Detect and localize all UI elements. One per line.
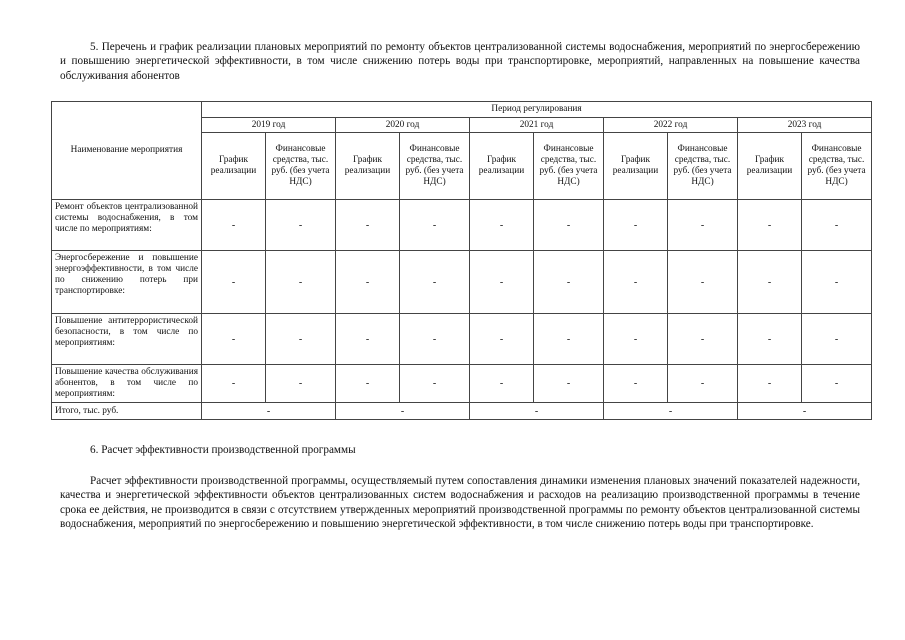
- table-cell: -: [266, 200, 336, 251]
- name-column-header: Наименование мероприятия: [52, 102, 202, 200]
- table-cell: -: [802, 251, 872, 314]
- schedule-column-header: График реализации: [336, 133, 400, 200]
- table-cell: -: [202, 251, 266, 314]
- total-cell: -: [336, 403, 470, 420]
- activity-name: Повышение качества обслуживания абонентов, в том числе по мероприятиям:: [52, 365, 202, 403]
- table-cell: -: [470, 251, 534, 314]
- table-cell: -: [534, 314, 604, 365]
- year-header: 2021 год: [470, 118, 604, 133]
- table-cell: -: [738, 251, 802, 314]
- schedule-column-header: График реализации: [604, 133, 668, 200]
- year-header: 2022 год: [604, 118, 738, 133]
- year-header: 2019 год: [202, 118, 336, 133]
- section-6-heading: 6. Расчет эффективности производственной программы: [90, 444, 356, 456]
- table-cell: -: [400, 251, 470, 314]
- table-cell: -: [400, 200, 470, 251]
- period-header: Период регулирования: [202, 102, 872, 118]
- table-cell: -: [336, 200, 400, 251]
- table-cell: -: [668, 365, 738, 403]
- table-row: [52, 200, 872, 251]
- total-cell: -: [470, 403, 604, 420]
- table-cell: -: [802, 314, 872, 365]
- table-cell: -: [470, 200, 534, 251]
- table-cell: -: [668, 251, 738, 314]
- table-cell: -: [604, 365, 668, 403]
- year-header: 2020 год: [336, 118, 470, 133]
- table-cell: -: [400, 314, 470, 365]
- year-header: 2023 год: [738, 118, 872, 133]
- total-cell: -: [202, 403, 336, 420]
- section-5-heading: 5. Перечень и график реализации плановых мероприятий по ремонту объектов централизованной системы водоснабжения, мероприятий по энергосбережению и повышению энергетической эффективности, в том числе снижению потерь воды при транспортировке, мероприятий, направленных на повышение качества обслуживания абонентов: [60, 41, 860, 82]
- table-cell: -: [604, 200, 668, 251]
- table-cell: -: [266, 251, 336, 314]
- finance-column-header: Финансовые средства, тыс. руб. (без учета НДС): [802, 133, 872, 200]
- activity-name: Энергосбережение и повышение энергоэффективности, в том числе по снижению потерь при транспортировке:: [52, 251, 202, 314]
- table-row: [52, 365, 872, 403]
- table-cell: -: [604, 314, 668, 365]
- activity-name: Повышение антитеррористической безопасности, в том числе по мероприятиям:: [52, 314, 202, 365]
- table-cell: -: [202, 314, 266, 365]
- section-6-body: Расчет эффективности производственной программы, осуществляемый путем сопоставления динамики изменения плановых значений показателей надежности, качества и энергетической эффективности объектов централизованных систем водоснабжения и расходов на реализацию производственной программы в течение срока ее действия, не производится в связи с отсутствием утвержденных мероприятий производственной программы по ремонту объектов централизованной системы водоснабжения, мероприятий по энергосбережению и повышению энергетической эффективности, в том числе снижению потерь воды при транспортировке.: [60, 475, 860, 531]
- schedule-column-header: График реализации: [202, 133, 266, 200]
- total-cell: -: [738, 403, 872, 420]
- table-cell: -: [266, 365, 336, 403]
- table-row: [52, 251, 872, 314]
- finance-column-header: Финансовые средства, тыс. руб. (без учета НДС): [668, 133, 738, 200]
- table-cell: -: [336, 365, 400, 403]
- finance-column-header: Финансовые средства, тыс. руб. (без учета НДС): [400, 133, 470, 200]
- finance-column-header: Финансовые средства, тыс. руб. (без учета НДС): [266, 133, 336, 200]
- schedule-column-header: График реализации: [738, 133, 802, 200]
- table-cell: -: [202, 365, 266, 403]
- activities-schedule-table: [51, 101, 872, 420]
- table-cell: -: [202, 200, 266, 251]
- table-cell: -: [802, 200, 872, 251]
- total-cell: -: [604, 403, 738, 420]
- table-cell: -: [400, 365, 470, 403]
- table-cell: -: [534, 365, 604, 403]
- table-cell: -: [738, 200, 802, 251]
- table-cell: -: [668, 200, 738, 251]
- table-cell: -: [534, 251, 604, 314]
- table-cell: -: [738, 365, 802, 403]
- table-cell: -: [802, 365, 872, 403]
- table-cell: -: [668, 314, 738, 365]
- table-cell: -: [604, 251, 668, 314]
- table-row: [52, 314, 872, 365]
- table-cell: -: [470, 365, 534, 403]
- table-cell: -: [336, 314, 400, 365]
- table-cell: -: [738, 314, 802, 365]
- table-cell: -: [534, 200, 604, 251]
- table-cell: -: [266, 314, 336, 365]
- activity-name: Ремонт объектов централизованной системы водоснабжения, в том числе по мероприятиям:: [52, 200, 202, 251]
- total-row: [52, 403, 872, 420]
- finance-column-header: Финансовые средства, тыс. руб. (без учета НДС): [534, 133, 604, 200]
- total-label: Итого, тыс. руб.: [52, 403, 202, 420]
- table-cell: -: [336, 251, 400, 314]
- schedule-column-header: График реализации: [470, 133, 534, 200]
- table-cell: -: [470, 314, 534, 365]
